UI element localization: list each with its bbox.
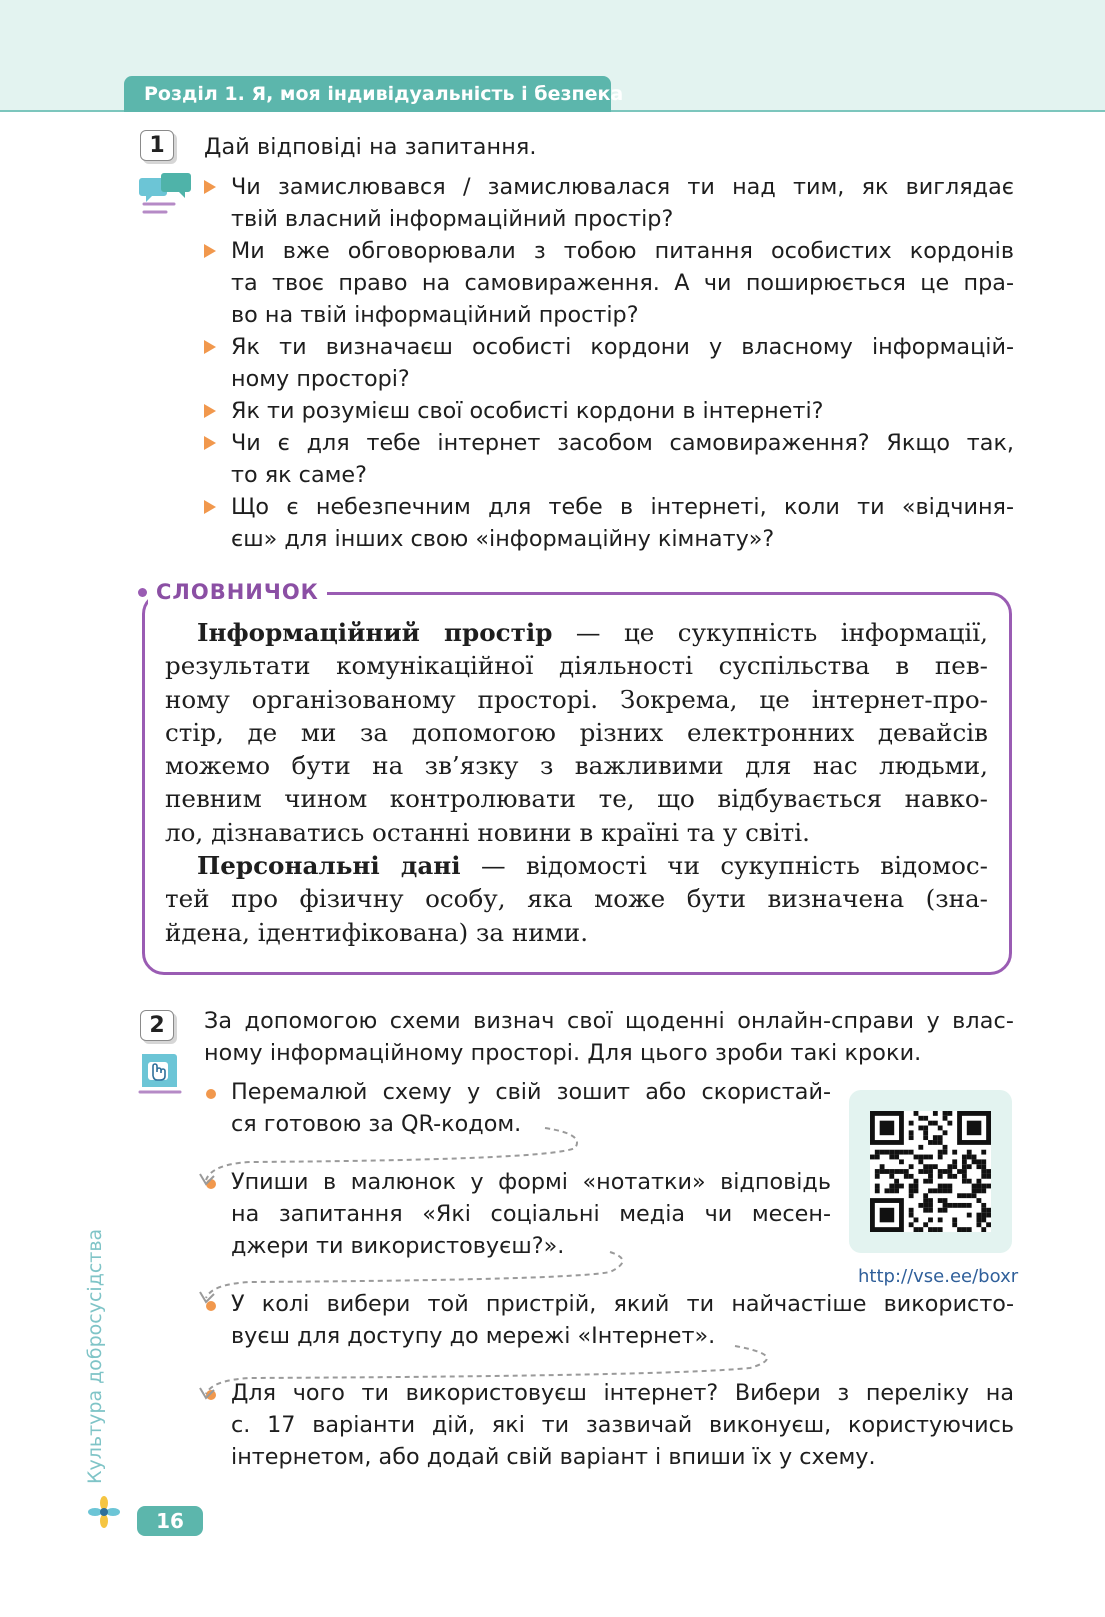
- triangle-bullet-icon: [204, 436, 216, 450]
- term-information-space: Інформаційний простір: [197, 618, 553, 647]
- triangle-bullet-icon: [204, 244, 216, 258]
- term-personal-data: Персональні дані: [197, 851, 461, 881]
- triangle-bullet-icon: [204, 500, 216, 514]
- question-item: Як ти розумієш свої особисті кордони в інтернеті?: [204, 395, 1014, 427]
- task2-step: Перемалюй схему у свій зошит або скористай- ся готовою за QR-кодом.: [204, 1076, 831, 1140]
- question-item: Чи замислювався / замислювалася ти над тим, як виглядає твій власний інформаційний простір?: [204, 171, 1014, 235]
- task-number-1: 1: [140, 130, 174, 161]
- qr-code-icon[interactable]: [870, 1111, 991, 1232]
- question-item: Ми вже обговорювали з тобою питання особистих кордонів та твоє право на самовираження. А чи поширюється це пра- во на твій інформаційний простір?: [204, 235, 1014, 331]
- qr-code-frame: [849, 1090, 1012, 1253]
- glossary-text: Інформаційний простір — це сукупність інформації, результати комунікаційної діяльності суспільства в пев- ному організованому просторі. Зокрема, це інтернет-про- стір, де ми за допомогою різних електронних девайсів можемо бути на зв’язку з важливими для нас людьми, певним чином контролювати те, що відбувається навко- ло, дізнаватись останні новини в країні та у світі. Персональні дані — відомості чи сукупність відомос- тей про фізичну особу, яка може бути визначена (зна- йдена, ідентифікована) за ними.: [165, 618, 988, 947]
- triangle-bullet-icon: [204, 404, 216, 418]
- glossary-dot-left: [138, 588, 147, 597]
- hand-pointer-icon: [138, 1052, 184, 1098]
- dashed-connector-arrows: [190, 1100, 810, 1400]
- question-item: Як ти визначаєш особисті кордони у власному інформацій- ному просторі?: [204, 331, 1014, 395]
- task-number-2: 2: [140, 1010, 174, 1041]
- question-item: Що є небезпечним для тебе в інтернеті, коли ти «відчиня- єш» для інших свою «інформаційну кімнату»?: [204, 491, 1014, 555]
- task2-intro-line-1: За допомогою схеми визнач свої щоденні онлайн-справи у влас-: [204, 1008, 1014, 1034]
- task2-intro-line-2: ному інформаційному просторі. Для цього зроби такі кроки.: [204, 1040, 922, 1066]
- triangle-bullet-icon: [204, 340, 216, 354]
- side-section-title: Культура добросусідства: [84, 1228, 106, 1484]
- chapter-header: Розділ 1. Я, моя індивідуальність і безпека: [124, 76, 611, 112]
- qr-url-link[interactable]: http://vse.ee/boxr: [858, 1266, 1019, 1287]
- glossary-title: СЛОВНИЧОК: [148, 577, 327, 607]
- question-item: Чи є для тебе інтернет засобом самовираження? Якщо так, то як саме?: [204, 427, 1014, 491]
- triangle-bullet-icon: [204, 180, 216, 194]
- speech-bubbles-icon: [138, 172, 194, 222]
- page-number: 16: [137, 1506, 203, 1536]
- flower-icon: [88, 1496, 120, 1528]
- task1-instruction: Дай відповіді на запитання.: [204, 134, 537, 160]
- task2-step: Для чого ти використовуєш інтернет? Вибери з переліку на с. 17 варіанти дій, які ти зазвичай виконуєш, користуючись інтернетом, або додай свій варіант і впиши їх у схему.: [204, 1377, 1014, 1473]
- task2-step: У колі вибери той пристрій, який ти найчастіше використо- вуєш для доступу до мережі «Інтернет».: [204, 1288, 1014, 1352]
- task2-step: Упиши в малюнок у формі «нотатки» відповідь на запитання «Які соціальні медіа чи месен- джери ти використовуєш?».: [204, 1166, 831, 1262]
- dot-bullet-icon: [206, 1089, 216, 1099]
- task1-question-list: [204, 171, 1014, 555]
